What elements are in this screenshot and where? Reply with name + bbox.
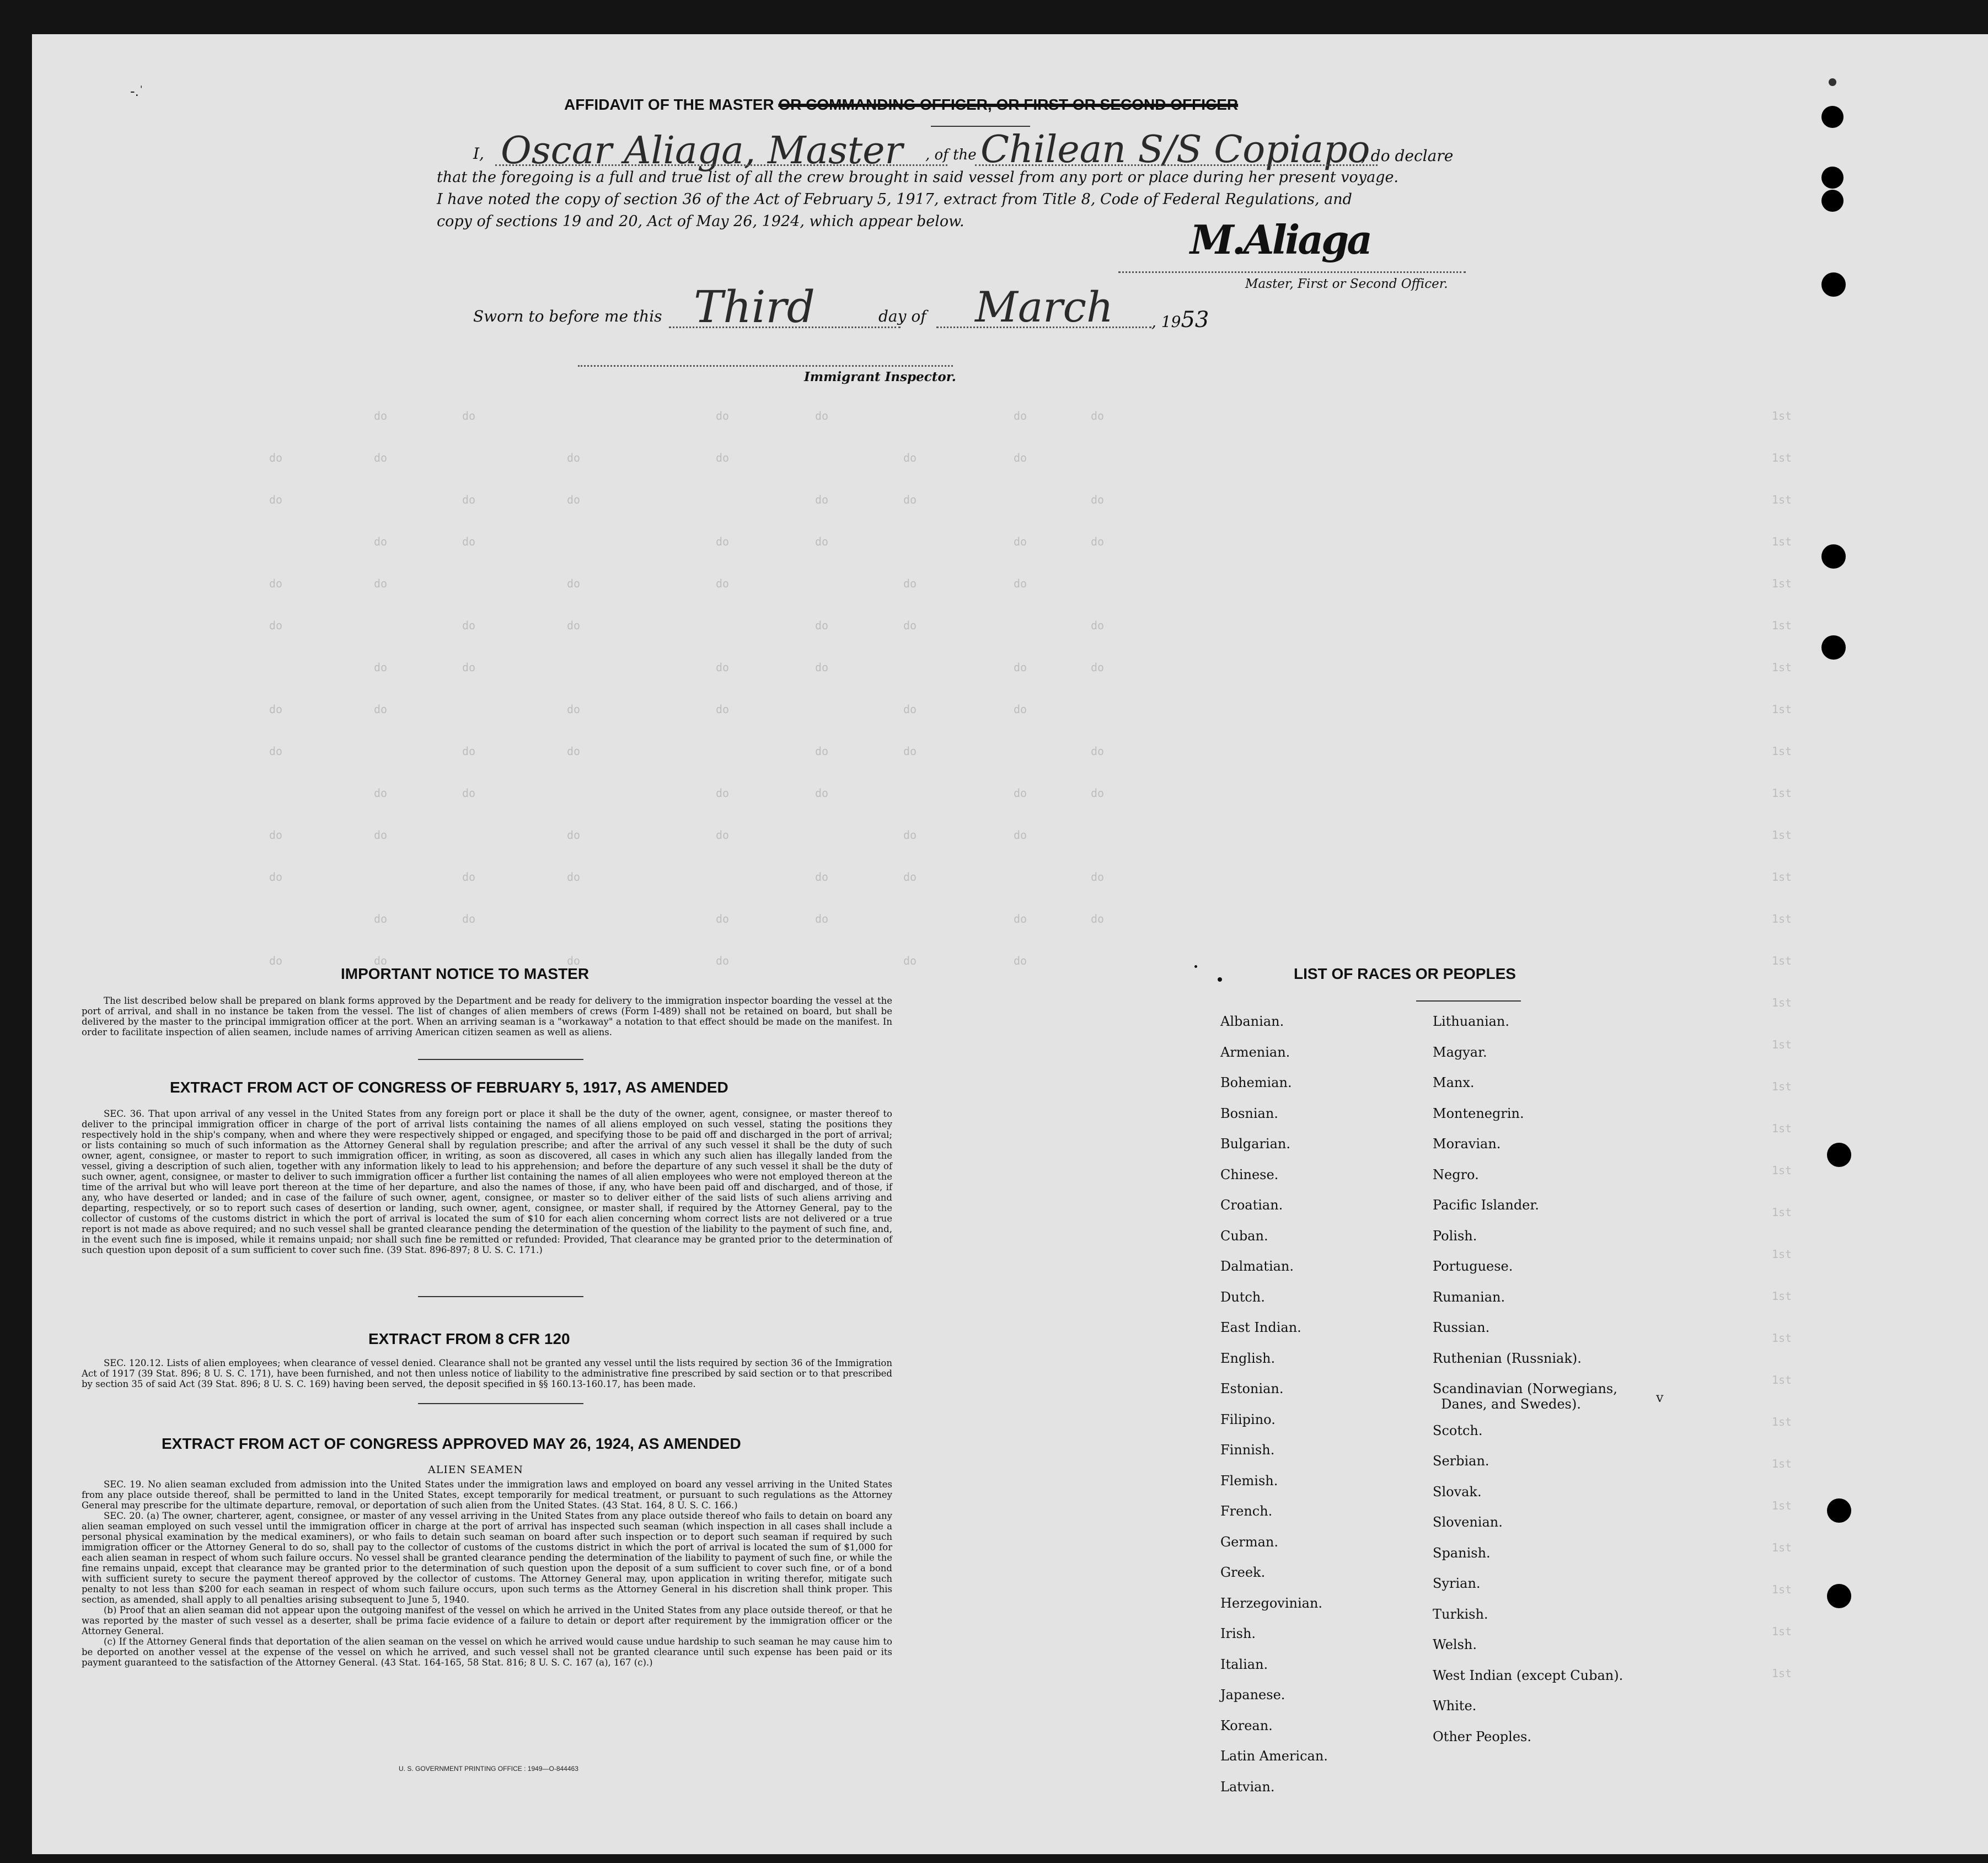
- race-left-item: East Indian.: [1220, 1320, 1301, 1335]
- affidavit-title: [564, 96, 1238, 114]
- ghost-mark: do: [462, 619, 476, 632]
- ghost-row-label: 1st: [1772, 1667, 1792, 1680]
- ghost-mark: do: [903, 745, 917, 758]
- ghost-mark: do: [1091, 661, 1105, 674]
- ghost-row-label: 1st: [1772, 828, 1792, 842]
- ghost-mark: do: [716, 828, 730, 842]
- race-right-item: Syrian.: [1433, 1576, 1481, 1591]
- ghost-row-label: 1st: [1772, 1206, 1792, 1219]
- ghost-mark: do: [374, 703, 388, 716]
- race-right-item: Slovenian.: [1433, 1514, 1503, 1530]
- ghost-mark: do: [1014, 786, 1027, 800]
- ghost-mark: do: [462, 661, 476, 674]
- ghost-mark: do: [815, 493, 829, 506]
- ghost-mark: do: [462, 409, 476, 422]
- sec-20b-text: (b) Proof that an alien seaman did not appear upon the outgoing manifest of the vessel on which he arrived in the United States from any place outside thereof, or that he was reported by the master of such vessel as a deserter, shall be prima facie evidence of a failure to detain or deport after requirement by the immigration officer or the Attorney General.: [82, 1605, 892, 1636]
- ghost-mark: do: [716, 661, 730, 674]
- do-declare-text: , do declare: [1361, 147, 1454, 165]
- ghost-mark: do: [815, 745, 829, 758]
- ghost-mark: do: [1014, 912, 1027, 925]
- ghost-row-label: 1st: [1772, 1331, 1792, 1345]
- affidavit-title-main: AFFIDAVIT OF THE MASTER: [564, 96, 774, 113]
- ghost-mark: do: [716, 954, 730, 967]
- race-right-item: Polish.: [1433, 1228, 1477, 1244]
- race-left-item: Latin American.: [1220, 1748, 1328, 1764]
- master-name: Oscar Aliaga, Master: [501, 129, 903, 173]
- corner-mark: -.ˈ: [130, 83, 144, 99]
- ghost-mark: do: [1014, 577, 1027, 590]
- ghost-row-label: 1st: [1772, 870, 1792, 884]
- i-prefix: I,: [473, 144, 484, 163]
- sworn-prefix: Sworn to before me this: [473, 307, 662, 325]
- sec-20c-text: (c) If the Attorney General finds that deportation of the alien seaman on the vessel on which he arrived would cause undue hardship to such seaman he may cause him to be deported on another vessel at the expense of the vessel on which he arrived, and such vessel shall not be granted clearance until such expense has been paid or its payment guaranteed to the satisfaction of the Attorney General. (43 Stat. 164-165, 58 Stat. 816; 8 U. S. C. 167 (a), 167 (c).): [82, 1636, 892, 1668]
- race-right-item: Slovak.: [1433, 1484, 1482, 1500]
- punch-hole-small: [1829, 78, 1836, 86]
- race-left-item: Dalmatian.: [1220, 1259, 1294, 1274]
- ghost-row-label: 1st: [1772, 1289, 1792, 1303]
- ghost-row-label: 1st: [1772, 1499, 1792, 1512]
- ghost-mark: do: [567, 451, 581, 464]
- extract-1924-title: EXTRACT FROM ACT OF CONGRESS APPROVED MAY 26, 1924, AS AMENDED: [162, 1435, 741, 1452]
- punch-hole-9: [1827, 1584, 1851, 1608]
- inspector-caption: Immigrant Inspector.: [804, 370, 956, 384]
- ghost-mark: do: [462, 870, 476, 884]
- ghost-mark: do: [903, 870, 917, 884]
- ghost-mark: do: [374, 786, 388, 800]
- ghost-mark: do: [269, 745, 283, 758]
- ghost-mark: do: [1091, 745, 1105, 758]
- ghost-row-label: 1st: [1772, 1080, 1792, 1093]
- year-prefix: [1151, 307, 1209, 333]
- ghost-mark: do: [374, 828, 388, 842]
- ghost-mark: do: [716, 577, 730, 590]
- ghost-row-label: 1st: [1772, 1541, 1792, 1554]
- ghost-row-label: 1st: [1772, 1038, 1792, 1051]
- ghost-mark: do: [903, 451, 917, 464]
- race-left-item: Bulgarian.: [1220, 1136, 1290, 1152]
- ghost-mark: do: [815, 409, 829, 422]
- master-signature: M.Aliaga: [1190, 216, 1370, 263]
- ghost-row-label: 1st: [1772, 703, 1792, 716]
- sec-19-text: SEC. 19. No alien seaman excluded from admission into the United States under the immigration laws and employed on board any vessel arriving in the United States from any place outside thereof, shall be permitted to land in the United States, except temporarily for medical treatment, or pursuant to such regulations as the Attorney General may prescribe for the ultimate departure, removal, or deportation of such alien from the United States. (43 Stat. 164, 8 U. S. C. 166.): [82, 1479, 892, 1511]
- ghost-mark: do: [716, 535, 730, 548]
- ghost-mark: do: [567, 954, 581, 967]
- race-right-item: Ruthenian (Russniak).: [1433, 1350, 1582, 1366]
- ghost-row-label: 1st: [1772, 535, 1792, 548]
- ghost-row-label: 1st: [1772, 745, 1792, 758]
- ghost-mark: do: [462, 493, 476, 506]
- ghost-row-label: 1st: [1772, 912, 1792, 925]
- race-left-item: Korean.: [1220, 1717, 1273, 1733]
- ghost-mark: do: [462, 786, 476, 800]
- ghost-mark: do: [374, 409, 388, 422]
- ghost-mark: do: [269, 703, 283, 716]
- inspector-rule: [578, 365, 953, 367]
- punch-hole-5: [1821, 544, 1846, 569]
- extract-8cfr-text: SEC. 120.12. Lists of alien employees; when clearance of vessel denied. Clearance shall not be granted any vessel until the lists required by section 36 of the Immigration Act of 1917 (39 Stat. 896; 8 U. S. C. 171), have been furnished, and not then unless notice of liability to the administrative fine prescribed by said section or to that prescribed by section 35 of said Act (39 Stat. 896; 8 U. S. C. 169) having been served, the deposit specified in §§ 160.13-160.17, has been made.: [82, 1358, 892, 1389]
- affidavit-title-struck: OR COMMANDING OFFICER, OR FIRST OR SECOND OFFICER: [778, 96, 1239, 113]
- race-right-item: Negro.: [1433, 1166, 1479, 1182]
- ghost-mark: do: [1014, 954, 1027, 967]
- ghost-mark: do: [567, 619, 581, 632]
- notice-rule: [418, 1059, 583, 1060]
- vessel-rule: [975, 164, 1378, 166]
- punch-hole-7: [1827, 1143, 1851, 1167]
- ghost-mark: do: [1014, 661, 1027, 674]
- race-right-item: Scandinavian (Norwegians, Danes, and Swedes).: [1433, 1381, 1617, 1412]
- vessel-name: Chilean S/S Copiapo: [980, 128, 1370, 172]
- race-left-item: Japanese.: [1220, 1687, 1285, 1703]
- race-right-item: Serbian.: [1433, 1453, 1489, 1469]
- day-of-text: day of: [878, 307, 926, 325]
- ghost-mark: do: [374, 535, 388, 548]
- ghost-mark: do: [567, 745, 581, 758]
- ghost-row-label: 1st: [1772, 1583, 1792, 1596]
- stray-check-mark: v: [1656, 1390, 1664, 1405]
- race-right-item: White.: [1433, 1698, 1477, 1714]
- ghost-row-label: 1st: [1772, 1373, 1792, 1386]
- ghost-row-label: 1st: [1772, 954, 1792, 967]
- ghost-row-label: 1st: [1772, 577, 1792, 590]
- ghost-mark: do: [815, 535, 829, 548]
- day-rule: [669, 326, 901, 328]
- race-right-item: Welsh.: [1433, 1637, 1477, 1652]
- ghost-mark: do: [815, 619, 829, 632]
- race-right-item: Magyar.: [1433, 1044, 1487, 1060]
- ghost-mark: do: [269, 619, 283, 632]
- ghost-mark: do: [1014, 828, 1027, 842]
- race-right-item: Pacific Islander.: [1433, 1197, 1539, 1213]
- signature-rule: [1118, 271, 1466, 273]
- signature-caption: Master, First or Second Officer.: [1245, 277, 1448, 291]
- sec-20a-text: SEC. 20. (a) The owner, charterer, agent, consignee, or master of any vessel arriving in the United States from any place outside thereof who fails to detain on board any alien seaman employed on such vessel until the immigration officer in charge at the port of arrival has inspected such seaman (which inspection in all cases shall include a personal physical examination by the medical examiners), or who fails to detain such seaman on board after such inspection or to deport such seaman if required by such immigration officer or the Attorney General to do so, shall pay to the collector of customs of the customs district in which the port of arrival is located the sum of $1,000 for each alien seaman in respect of whom such failure occurs. No vessel shall be granted clearance pending the determination of the liability to payment of such fine, or while the fine remains unpaid, except that clearance may be granted prior to the determination of such question upon the deposit of a sum sufficient to cover such fine, or of a bond with sufficient surety to secure the payment thereof approved by the collector of customs. The Attorney General may, upon application in writing therefor, mitigate such penalty to not less than $200 for each seaman in respect of whom such failure occurs, upon such terms as the Attorney General in his discretion shall think proper. This section, as amended, shall apply to all penalties arising subsequent to June 5, 1940.: [82, 1511, 892, 1605]
- ghost-mark: do: [815, 912, 829, 925]
- ghost-row-label: 1st: [1772, 409, 1792, 422]
- ghost-mark: do: [903, 619, 917, 632]
- ghost-mark: do: [716, 703, 730, 716]
- year-handwritten: 53: [1181, 307, 1209, 333]
- extract-8cfr-title: EXTRACT FROM 8 CFR 120: [368, 1330, 570, 1347]
- ghost-mark: do: [1091, 493, 1105, 506]
- stray-dot: [1194, 965, 1197, 968]
- race-left-item: Armenian.: [1220, 1044, 1290, 1060]
- ghost-mark: do: [374, 577, 388, 590]
- sworn-month: March: [975, 282, 1113, 331]
- ghost-mark: do: [1014, 703, 1027, 716]
- ghost-mark: do: [716, 912, 730, 925]
- ghost-mark: do: [716, 451, 730, 464]
- ghost-mark: do: [462, 912, 476, 925]
- race-left-item: Herzegovinian.: [1220, 1595, 1323, 1611]
- ghost-row-label: 1st: [1772, 451, 1792, 464]
- ghost-mark: do: [903, 703, 917, 716]
- ghost-mark: do: [269, 828, 283, 842]
- race-left-item: Flemish.: [1220, 1473, 1278, 1489]
- race-right-item: Lithuanian.: [1433, 1014, 1510, 1029]
- ghost-mark: do: [1091, 912, 1105, 925]
- ghost-row-label: 1st: [1772, 1625, 1792, 1638]
- race-left-item: Cuban.: [1220, 1228, 1268, 1244]
- ghost-mark: do: [374, 954, 388, 967]
- punch-hole-8: [1827, 1498, 1851, 1523]
- ghost-row-label: 1st: [1772, 786, 1792, 800]
- ghost-mark: do: [903, 828, 917, 842]
- extract-1917-title: EXTRACT FROM ACT OF CONGRESS OF FEBRUARY 5, 1917, AS AMENDED: [170, 1079, 728, 1096]
- race-left-item: Greek.: [1220, 1565, 1266, 1580]
- ghost-mark: do: [1091, 535, 1105, 548]
- race-right-item: Rumanian.: [1433, 1289, 1505, 1305]
- race-left-item: German.: [1220, 1534, 1278, 1550]
- notice-text: The list described below shall be prepared on blank forms approved by the Department and be ready for delivery to the immigration inspector boarding the vessel at the port of arrival, and shall in no instance be taken from the vessel. The list of changes of alien members of crews (Form I-489) shall not be retained on board, but shall be delivered by the master to the principal immigration officer at the port. When an arriving seaman is a "workaway" a notation to that effect should be made on the manifest. In order to facilitate inspection of alien seamen, include names of arriving American citizen seamen as well as aliens.: [82, 995, 892, 1037]
- ghost-mark: do: [1014, 409, 1027, 422]
- ghost-mark: do: [815, 870, 829, 884]
- race-left-item: Chinese.: [1220, 1166, 1279, 1182]
- ghost-row-label: 1st: [1772, 1248, 1792, 1261]
- name-rule: [495, 164, 947, 166]
- ghost-mark: do: [567, 577, 581, 590]
- ghost-mark: do: [269, 493, 283, 506]
- ghost-mark: do: [567, 870, 581, 884]
- race-left-item: Dutch.: [1220, 1289, 1265, 1305]
- race-left-item: Estonian.: [1220, 1381, 1284, 1396]
- of-the-text: , of the: [925, 147, 977, 163]
- ghost-row-label: 1st: [1772, 1457, 1792, 1470]
- declaration-line-2: that the foregoing is a full and true list of all the crew brought in said vessel from any port or place during her present voyage.: [437, 169, 1399, 186]
- month-rule: [936, 326, 1151, 328]
- ghost-row-label: 1st: [1772, 1164, 1792, 1177]
- race-right-item: Montenegrin.: [1433, 1105, 1524, 1121]
- ghost-mark: do: [567, 828, 581, 842]
- ghost-row-label: 1st: [1772, 661, 1792, 674]
- ghost-mark: do: [269, 451, 283, 464]
- ghost-mark: do: [716, 409, 730, 422]
- punch-hole-6: [1821, 635, 1846, 660]
- race-left-item: Albanian.: [1220, 1014, 1284, 1029]
- punch-hole-4: [1821, 272, 1846, 297]
- race-left-item: Bohemian.: [1220, 1075, 1292, 1090]
- ghost-mark: do: [1014, 451, 1027, 464]
- race-left-item: Filipino.: [1220, 1411, 1276, 1427]
- race-right-item: West Indian (except Cuban).: [1433, 1667, 1623, 1683]
- declaration-line-4: copy of sections 19 and 20, Act of May 26, 1924, which appear below.: [437, 213, 964, 230]
- race-right-item: Portuguese.: [1433, 1259, 1513, 1274]
- race-right-item: Spanish.: [1433, 1545, 1491, 1561]
- ghost-mark: do: [903, 954, 917, 967]
- race-left-item: Croatian.: [1220, 1197, 1283, 1213]
- punch-hole-1: [1821, 106, 1844, 128]
- extract-1917-text: SEC. 36. That upon arrival of any vessel in the United States from any foreign port or place it shall be the duty of the owner, agent, consignee, or master thereof to deliver to the principal immigration officer in charge of the port of arrival lists containing the names of all aliens employed on such vessel, stating the positions they respectively hold in the ship's company, when and where they were respectively shipped or engaged, and specifying those to be paid off and discharged in the port of arrival; or lists containing so much of such information as the Attorney General shall by regulation prescribe; and after the arrival of any such vessel it shall be the duty of such owner, agent, consignee, or master to report to such immigration officer, in writing, as soon as discovered, all cases in which any such alien has illegally landed from the vessel, giving a description of such alien, together with any information likely to lead to his apprehension; and before the departure of any such vessel it shall be the duty of such owner, agent, consignee, or master to deliver to such immigration officer a further list containing the names of all alien employees who were not employed thereon at the time of the arrival but who will leave port thereon at the time of her departure, and also the names of those, if any, who have been paid off and discharged, and of those, if any, who have deserted or landed; and in case of the failure of such owner, agent, consignee, or master so to deliver either of the said lists of such aliens arriving and departing, respectively, or so to report such cases of desertion or landing, such owner, agent, consignee, or master shall, if required by the Attorney General, pay to the collector of customs of the customs district in which the port of arrival is located the sum of $10 for each alien concerning whom correct lists are not delivered or a true report is not made as above required; and no such vessel shall be granted clearance pending the determination of the question of the liability to the payment of such fine, and, in the event such fine is imposed, while it remains unpaid; nor shall such fine be remitted or refunded: Provided, That clearance may be granted prior to the determination of such question upon deposit of a sum sufficient to cover such fine. (39 Stat. 896-897; 8 U. S. C. 171.): [82, 1109, 892, 1255]
- race-right-item: Other Peoples.: [1433, 1728, 1531, 1744]
- race-left-item: French.: [1220, 1503, 1273, 1519]
- declaration-line-3: I have noted the copy of section 36 of the Act of February 5, 1917, extract from Title 8, Code of Federal Regulations, and: [437, 191, 1352, 208]
- race-right-item: Turkish.: [1433, 1606, 1488, 1622]
- notice-title: IMPORTANT NOTICE TO MASTER: [341, 965, 590, 982]
- ghost-mark: do: [462, 535, 476, 548]
- extract-1917-rule: [418, 1296, 583, 1297]
- ghost-row-label: 1st: [1772, 493, 1792, 506]
- ghost-mark: do: [1091, 870, 1105, 884]
- alien-seamen-subtitle: ALIEN SEAMEN: [428, 1464, 523, 1476]
- ghost-mark: do: [374, 912, 388, 925]
- ghost-mark: do: [269, 577, 283, 590]
- race-right-item: Manx.: [1433, 1075, 1475, 1090]
- document-page: [32, 34, 1988, 1854]
- race-left-item: Finnish.: [1220, 1442, 1275, 1458]
- sworn-day: Third: [694, 281, 815, 333]
- ghost-mark: do: [903, 493, 917, 506]
- ghost-mark: do: [269, 954, 283, 967]
- printer-imprint: U. S. GOVERNMENT PRINTING OFFICE : 1949—O-844463: [399, 1765, 578, 1773]
- race-right-item: Russian.: [1433, 1320, 1490, 1335]
- ghost-mark: do: [462, 745, 476, 758]
- stray-dot: [1218, 977, 1222, 982]
- ghost-mark: do: [567, 493, 581, 506]
- ghost-row-label: 1st: [1772, 619, 1792, 632]
- title-rule: [931, 126, 1030, 127]
- ghost-mark: do: [815, 786, 829, 800]
- races-title-rule: [1416, 1000, 1521, 1002]
- ghost-mark: do: [903, 577, 917, 590]
- race-left-item: Irish.: [1220, 1626, 1256, 1641]
- ghost-mark: do: [374, 661, 388, 674]
- extract-1924-text: [82, 1479, 892, 1668]
- ghost-mark: do: [1091, 786, 1105, 800]
- ghost-mark: do: [1014, 535, 1027, 548]
- year-text: , 19: [1151, 313, 1181, 331]
- race-left-item: Italian.: [1220, 1656, 1268, 1672]
- ghost-mark: do: [374, 451, 388, 464]
- ghost-row-label: 1st: [1772, 1122, 1792, 1135]
- ghost-mark: do: [269, 870, 283, 884]
- ghost-mark: do: [815, 661, 829, 674]
- punch-hole-3: [1821, 190, 1844, 212]
- races-title: LIST OF RACES OR PEOPLES: [1294, 965, 1516, 982]
- ghost-mark: do: [716, 786, 730, 800]
- ghost-mark: do: [1091, 619, 1105, 632]
- ghost-mark: do: [1091, 409, 1105, 422]
- declaration-line-1: [473, 144, 484, 163]
- race-left-item: Bosnian.: [1220, 1105, 1278, 1121]
- race-left-item: Latvian.: [1220, 1779, 1275, 1795]
- ghost-row-label: 1st: [1772, 1415, 1792, 1428]
- race-right-item: Moravian.: [1433, 1136, 1501, 1152]
- race-right-item: Scotch.: [1433, 1422, 1483, 1438]
- extract-8cfr-rule: [418, 1403, 583, 1404]
- race-left-item: English.: [1220, 1350, 1276, 1366]
- ghost-mark: do: [567, 703, 581, 716]
- ghost-row-label: 1st: [1772, 996, 1792, 1009]
- punch-hole-2: [1821, 167, 1844, 189]
